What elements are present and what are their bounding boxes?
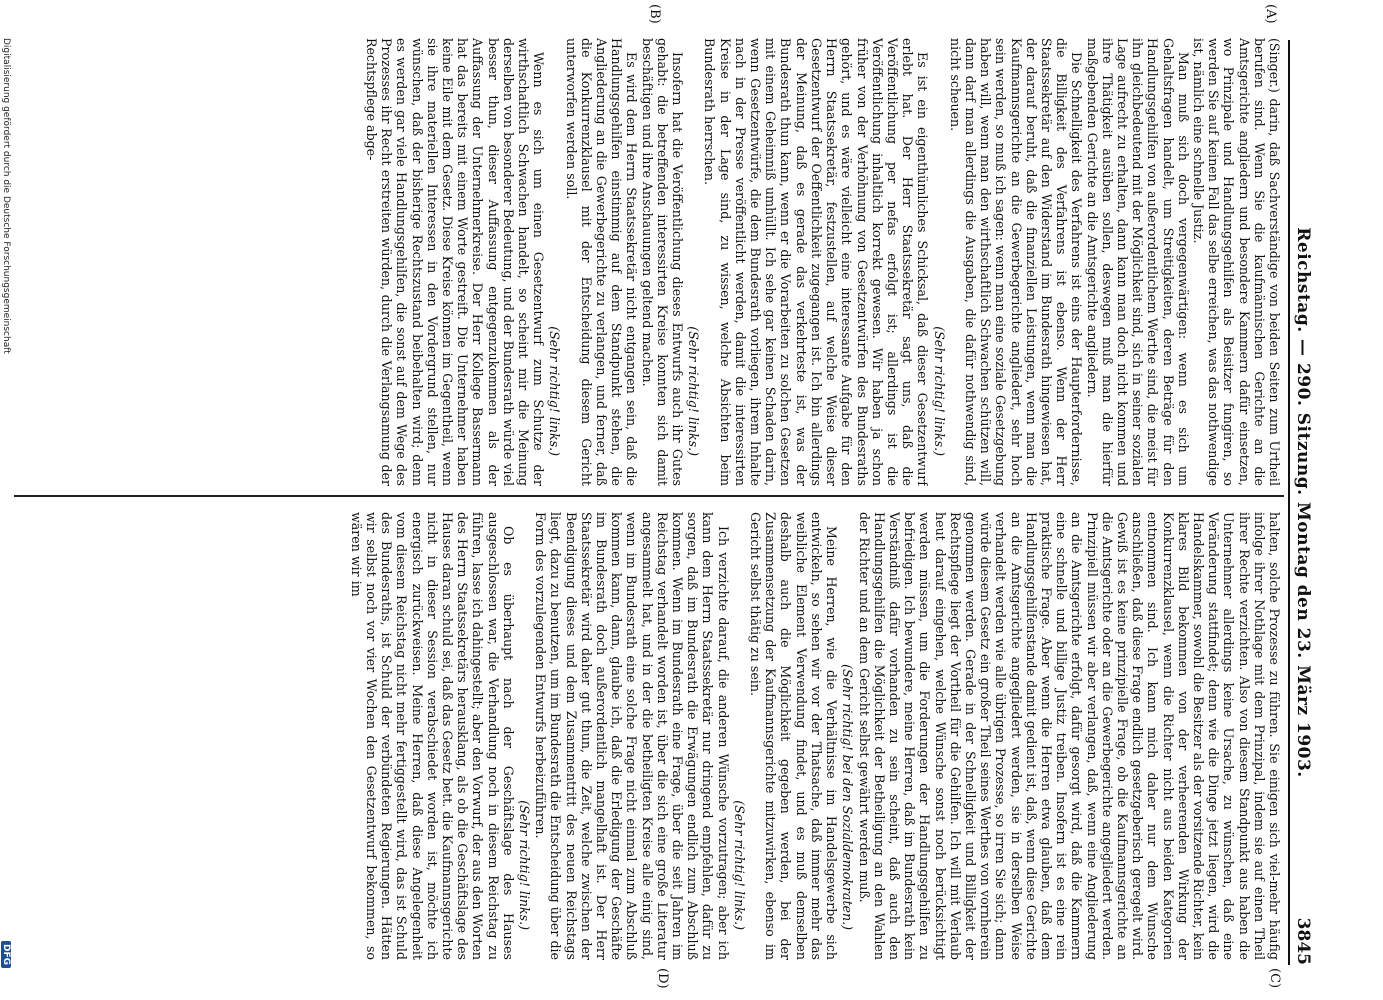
marker-d: (D) bbox=[655, 968, 670, 989]
interjection: (Sehr richtig! links.) bbox=[517, 800, 533, 930]
marker-a: (A) bbox=[1263, 4, 1278, 24]
page-title: Reichstag. — 290. Sitzung. Montag den 23. März 1903. bbox=[1293, 227, 1313, 778]
interjection: (Sehr richtig! links.) bbox=[731, 800, 747, 930]
interjection: (Sehr richtig! links.) bbox=[686, 326, 702, 456]
paragraph: Es ist ein eigenthümliches Schicksal, daß dieser Gesetzentwurf erlebt hat. Der Herr Staatssekretär sagt uns, daß die Veröffentlichung per nefas erfolgt ist; allerdings ist die Veröffentlichung inhaltlich korrekt gewesen. Wir haben ja schon früher von der Verhöhnung von Gesetzentwürfen des Bundesraths gehört, und es wäre vielleicht eine interessante Aufgabe für den Herrn Staatssekretär, festzustellen, auf welche Weise dieser Gesetzentwurf der Oeffentlichkeit zugegangen ist. Ich bin allerdings der Meinung, daß es gerade das verkehrteste ist, was der Bundesrath thun kann, wenn er die Vorarbeiten zu solchen Gesetzen mit einem Geheimniß umhüllt. Ich sehe gar keinen Schaden darin, wenn Gesetzentwürfe, die dem Bundesrath vorliegen, ihrem Inhalte nach in der Presse veröffentlicht werden, damit die interessirten Kreise in der Lage sind, zu wissen, welche Absichten beim Bundesrath herrschen. bbox=[702, 38, 931, 486]
dfg-logo: DFG bbox=[1, 941, 11, 968]
digitization-note: Digitalisierung gefördert durch die Deutsche Forschungsgemeinschaft bbox=[1, 38, 11, 354]
marker-b: (B) bbox=[647, 4, 662, 24]
marker-c: (C) bbox=[1267, 968, 1282, 989]
paragraph: Man muß sich doch vergegenwärtigen: wenn es sich um Gehaltsfragen handelt, um Streitigkeiten, deren Beträge für den Handlungsgehilfen von außerordentlichem Werthe sind, die meist für ihn gleichbedeutend mit der Möglichkeit sind, sich in seiner sozialen Lage aufrecht zu erhalten, dann kann man doch nicht kommen und ihre Thätigkeit ausüben sollen, deswegen muß man die hierfür maßgebenden Gerichte an die Amtsgerichte angliedern. bbox=[1084, 38, 1191, 486]
page-header bbox=[1288, 40, 1316, 965]
paragraph: Insofern hat die Veröffentlichung dieses Entwurfs auch ihr Gutes gehabt: die betreffenden interessirten Kreise konnten sich damit beschäftigen und ihre Anschauungen geltend machen. bbox=[639, 38, 686, 486]
left-column bbox=[12, 38, 1282, 486]
page-number: 3845 bbox=[1293, 917, 1313, 965]
interjection: (Sehr richtig! links.) bbox=[931, 326, 947, 456]
interjection: (Sehr richtig! links.) bbox=[547, 326, 563, 456]
paragraph: halten, solche Prozesse zu führen. Sie einigen sich viel-mehr häufig infolge ihrer Nothlage mit dem Prinzipal, indem sie auf einen Theil ihrer Rechte verzichten. Also von diesem Standpunkt aus haben die Unternehmer allerdings keine Ursache, zu wünschen, daß eine Veränderung stattfindet; denn wie die Dinge jetzt liegen, wird die Handelskammer, sowohl die Besitzer als der vorsitzende Richter, kein klares Bild bekommen von der verheerenden Wirkung der Konkurrenzklausel, wenn die Richter nicht aus beiden Kategorien entnommen sind. Ich kann mich daher nur dem Wunsche anschließen, daß diese Frage endlich gesetzgeberisch geregelt wird. Gewiß ist es keine prinzipielle Frage, ob die Kaufmannsgerichte an die Amtsgerichte oder an die Gewerbegerichte angegliedert werden. Prinzipiell müssen wir aber verlangen, daß, wenn eine Angliederung an die Amtsgerichte erfolgt, dafür gesorgt wird, daß die Kammern eine schnelle und billige Justiz treiben. Insofern ist es eine rein praktische Frage. Aber wenn die Herren etwa glauben, daß dem Handlungsgehilfenstande damit gedient ist, daß, wenn diese Gerichte an die Amtsgerichte angegliedert werden, sie in derselben Weise verhandelt werden wie alle übrigen Prozesse, so irren Sie sich; dann würde diesem Gesetz ein großer Theil seines Werthes von vornherein genommen werden. Gerade in der Schnelligkeit und Billigkeit der Rechtspflege liegt der Vortheil für die Gehilfen. Ich will mit Verlaub heut darauf eingehen, welche Wünsche sonst noch berücksichtigt werden müssen, um die Forderungen der Handlungsgehilfen zu befriedigen. Ich bewundere, meine Herren, daß im Bundesrath kein Verständniß dafür vorhanden zu sein scheint, daß auch den Handlungsgehilfen die Möglichkeit der Betheiligung an den Wahlen der Richter und an dem Gericht selbst gewährt werden muß. bbox=[856, 512, 1282, 960]
paragraph: Wenn es sich um einen Gesetzentwurf zum Schutze der wirthschaftlich Schwachen handelt, so scheint mir die Meinung derselben von besonderer Bedeutung, und der Bundesrath würde viel besser thun, dieser Auffassung entgegenzukommen als der Auffassung der Unternehmerkreise. Der Herr Kollege Bassermann hat das bereits mit einem Worte gestreift. Die Unternehmer haben keine Eile mit dem Gesetz. Diese Kreise können im Gegentheil, wenn sie ihre materiellen Interessen in den Vordergrund stellen, nur wünschen, daß der bisherige Rechtszustand beibehalten wird; denn es werden gar viele Handlungsgehilfen, die sonst auf dem Wege des Prozesses ihr Recht erstreiten würden, durch die Verlangsamung der Rechtspflege abge- bbox=[364, 38, 547, 486]
paragraph: Ob es überhaupt nach der Geschäftslage des Hauses ausgeschlossen war, die Verhandlung noch in diesem Reichstag zu führen, lasse ich dahingestellt; aber den Vorwurf, der aus den Worten des Herrn Staatssekretärs herausklang, als ob die Geschäftslage des Hauses daran schuld sei, daß das Gesetz bett. die Kaufmannsgerichte nicht in dieser Session verabschiedet worden ist, möchte ich energisch zurückweisen. Meine Herren, daß diese Angelegenheit vom diesem Reichstag nicht mehr fertiggestellt wird, das ist Schuld des Bundesraths, ist Schuld der verbündeten Regierungen. Hätten wir selbst noch vor vier Wochen den Gesetzentwurf bekommen, so wären wir im bbox=[348, 512, 516, 960]
paragraph: Die Schnelligkeit des Verfahrens ist eins der Haupterfordernisse, die Billigkeit des Verfahrens ist ebenso. Wenn der Herr Staatssekretär auf den Widerstand im Bundesrath hingewiesen hat, der darauf beruht, daß die finanziellen Leistungen, wenn man die Kaufmannsgerichte an die Gewerbegerichte angliedert, sehr hoch sein werden, so muß ich sagen: wenn man eine soziale Gesetzgebung haben will, wenn man den wirthschaftlich Schwachen schützen will, dann darf man allerdings die Ausgaben, die dafür nothwendig sind, nicht scheuen. bbox=[947, 38, 1085, 486]
paragraph: Es wird dem Herrn Staatssekretär nicht entgangen sein, daß die Handlungsgehilfen einstimmig auf dem Standpunkt stehen, die Angliederung an die Gewerbegerichte zu verlangen, und ferner, daß die Konkurrenzklausel mit der Entscheidung diesem Gericht unterworfen werden soll. bbox=[563, 38, 640, 486]
column-divider bbox=[14, 495, 1284, 497]
paragraph: Ich verzichte darauf, die anderen Wünsche vorzutragen; aber ich kann dem Herrn Staatssekretär nur dringend empfehlen, dafür zu sorgen, daß im Bundesrath die Erwägungen endlich zum Abschluß kommen. Wenn im Bundesrath eine Frage, über die seit Jahren im Reichstag verhandelt worden ist, über die sich eine große Literatur angesammelt hat, und in der die betheiligten Kreise alle einig sind, wenn im Bundesrath eine solche Frage nicht einmal zum Abschluß kommen kann, dann, glaube ich, daß die Erledigung der Geschäfte im Bundesrath doch außerordentlich mangelhaft ist. Der Herr Staatssekretär wird daher gut thun, die Zeit, welche zwischen der Beendigung dieses und dem Zusammentritt des neuen Reichstags liegt, dazu zu benutzen, um im Bundesrath die Entscheidung über die Form des vorzulegenden Entwurfs herbeizuführen. bbox=[533, 512, 731, 960]
paragraph: (Singer.) darin, daß Sachverständige von beiden Seiten zum Urtheil berufen sind. Wenn Sie die kaufmännischen Gerichte an die Amtsgerichte angliedern und besondere Kammern dafür einsetzen, wo Prinzipale und Handlungsgehilfen als Beisitzer fungiren, so werden Sie auf keinen Fall das selbe erreichen, was das nothwendige ist, nämlich eine schnelle Justiz. bbox=[1190, 38, 1282, 486]
digitization-footer bbox=[0, 38, 12, 968]
paragraph: Meine Herren, wie die Verhältnisse im Handelsgewerbe sich entwickeln, so sehen wir vor der Thatsache, daß immer mehr das weibliche Element Verwendung findet, und es muß demselben deshalb auch die Möglichkeit gegeben werden, bei der Zusammensetzung der Kaufmannsgerichte mitzuwirken, ebenso im Gericht selbst thätig zu sein. bbox=[748, 512, 840, 960]
right-column bbox=[12, 512, 1282, 960]
interjection: (Sehr richtig! bei den Sozialdemokraten.) bbox=[840, 664, 856, 930]
